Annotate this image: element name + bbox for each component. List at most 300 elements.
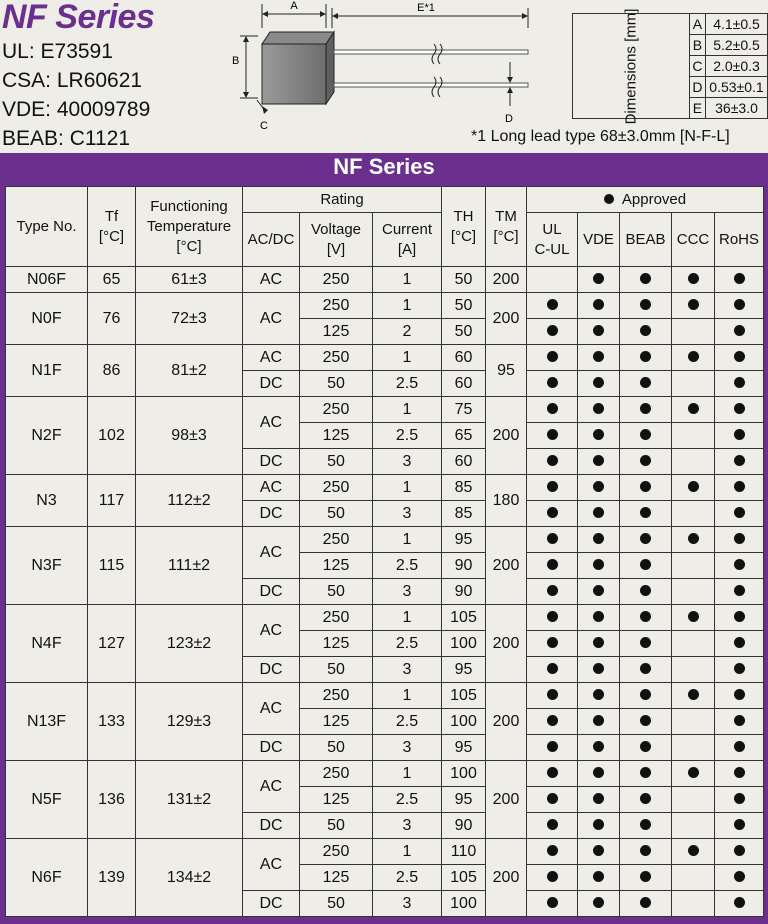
approval-vde-cell [578,657,620,683]
approved-dot-icon [734,481,745,492]
approved-dot-icon [547,377,558,388]
approved-dot-icon [688,273,699,284]
tf-cell: 139 [88,839,136,917]
table-row [6,683,764,709]
header-beab: BEAB [620,213,672,267]
approved-dot-icon [640,455,651,466]
approval-rohs-cell [715,631,764,657]
approval-vde-cell [578,397,620,423]
approval-ccc-cell [672,267,715,293]
approval-ul-cell [527,475,578,501]
approval-rohs-cell [715,423,764,449]
dimension-value: 0.53±0.1 [706,77,768,98]
approval-beab-cell [620,683,672,709]
acdc-cell: AC [243,267,300,293]
approval-vde-cell [578,865,620,891]
approval-rohs-cell [715,449,764,475]
dim-e-label: E*1 [417,2,435,14]
approved-dot-icon [593,611,604,622]
approved-dot-icon [547,559,558,570]
approved-dot-icon [640,741,651,752]
approval-beab-cell [620,371,672,397]
approved-dot-icon [734,507,745,518]
approval-vde-cell [578,787,620,813]
table-row [6,397,764,423]
th-cell: 50 [442,267,486,293]
tf-cell: 136 [88,761,136,839]
approval-beab-cell [620,423,672,449]
approval-ul-cell [527,397,578,423]
approval-ul-cell [527,553,578,579]
approved-dot-icon [593,715,604,726]
arrow-icon [243,36,249,42]
approval-rohs-cell [715,865,764,891]
type-no-cell: N4F [6,605,88,683]
tf-cell: 86 [88,345,136,397]
type-no-cell: N13F [6,683,88,761]
th-cell: 90 [442,579,486,605]
approval-vde-cell [578,683,620,709]
tm-cell: 200 [486,839,527,917]
current-cell: 1 [373,527,442,553]
header-functioning-temp: Functioning Temperature [°C] [136,187,243,267]
current-cell: 3 [373,579,442,605]
approved-dot-icon [547,403,558,414]
current-cell: 2.5 [373,371,442,397]
functioning-temp-cell: 111±2 [136,527,243,605]
functioning-temp-cell: 112±2 [136,475,243,527]
approved-dot-icon [640,637,651,648]
approval-ul-cell [527,501,578,527]
approved-dot-icon [688,299,699,310]
current-cell: 3 [373,735,442,761]
th-cell: 50 [442,319,486,345]
current-cell: 2.5 [373,631,442,657]
voltage-cell: 50 [300,891,373,917]
approval-ul-cell [527,657,578,683]
approval-vde-cell [578,839,620,865]
approval-ul-cell [527,839,578,865]
approved-dot-icon [734,429,745,440]
acdc-cell: AC [243,475,300,501]
approved-dot-icon [734,533,745,544]
approval-ul-cell [527,891,578,917]
approved-dot-icon [593,871,604,882]
table-row [6,605,764,631]
approved-dot-icon [547,455,558,466]
dimension-key: C [689,56,705,77]
approved-dot-icon [593,689,604,700]
voltage-cell: 250 [300,397,373,423]
approval-beab-cell [620,891,672,917]
approved-dot-icon [547,767,558,778]
approval-beab-cell [620,605,672,631]
approved-dot-icon [640,325,651,336]
current-cell: 1 [373,605,442,631]
acdc-cell: DC [243,891,300,917]
approval-rohs-cell [715,371,764,397]
approval-beab-cell [620,475,672,501]
approval-ccc-cell [672,423,715,449]
th-cell: 105 [442,683,486,709]
approved-dot-icon [640,585,651,596]
approval-vde-cell [578,813,620,839]
arrow-icon [262,106,268,114]
approved-dot-icon [734,637,745,648]
approved-dot-icon [593,429,604,440]
functioning-temp-cell: 72±3 [136,293,243,345]
current-cell: 1 [373,475,442,501]
voltage-cell: 250 [300,475,373,501]
approval-ccc-cell [672,839,715,865]
fuse-dimension-diagram [228,0,538,135]
approval-ccc-cell [672,501,715,527]
table-row [6,527,764,553]
approval-vde-cell [578,267,620,293]
approval-ccc-cell [672,345,715,371]
approved-dot-icon [547,611,558,622]
approval-beab-cell [620,293,672,319]
approval-vde-cell [578,631,620,657]
voltage-cell: 250 [300,761,373,787]
type-no-cell: N3F [6,527,88,605]
current-cell: 1 [373,839,442,865]
voltage-cell: 250 [300,293,373,319]
approval-vde-cell [578,423,620,449]
arrow-icon [243,92,249,98]
acdc-cell: DC [243,657,300,683]
th-cell: 90 [442,813,486,839]
approved-dot-icon [593,455,604,466]
approval-ccc-cell [672,761,715,787]
header-type: Type No. [6,187,88,267]
approved-dot-icon [547,351,558,362]
dim-b-label: B [232,55,240,67]
dimension-value: 4.1±0.5 [706,14,768,35]
approval-ul-cell [527,865,578,891]
approval-ul-cell [527,345,578,371]
tf-cell: 102 [88,397,136,475]
approval-ul-cell [527,787,578,813]
approval-ul-cell [527,761,578,787]
table-row [6,839,764,865]
th-cell: 60 [442,345,486,371]
tm-cell: 200 [486,761,527,839]
th-cell: 95 [442,735,486,761]
approved-dot-icon [593,741,604,752]
th-cell: 90 [442,553,486,579]
approved-dot-icon [547,741,558,752]
approval-beab-cell [620,449,672,475]
approved-dot-icon [547,585,558,596]
functioning-temp-cell: 129±3 [136,683,243,761]
approval-ul-cell [527,709,578,735]
approved-dot-icon [593,767,604,778]
acdc-cell: DC [243,501,300,527]
current-cell: 1 [373,397,442,423]
approved-dot-icon [604,194,614,204]
approved-dot-icon [593,663,604,674]
tm-cell: 200 [486,397,527,475]
th-cell: 100 [442,631,486,657]
approval-beab-cell [620,813,672,839]
approval-ccc-cell [672,371,715,397]
long-lead-note: *1 Long lead type 68±3.0mm [N-F-L] [471,128,730,145]
dimensions-table [572,8,768,124]
header-acdc: AC/DC [243,213,300,267]
dimension-key: E [689,98,705,119]
voltage-cell: 250 [300,683,373,709]
approval-ul-cell [527,423,578,449]
approved-dot-icon [640,559,651,570]
approval-ul-cell [527,449,578,475]
current-cell: 1 [373,267,442,293]
approval-rohs-cell [715,397,764,423]
approved-dot-icon [734,585,745,596]
header-ccc: CCC [672,213,715,267]
cert-beab: BEAB: C1121 [2,127,131,150]
header-voltage: Voltage [V] [300,213,373,267]
page-title: NF Series [2,0,155,36]
approval-beab-cell [620,865,672,891]
fuse-body-front [262,44,326,104]
type-no-cell: N0F [6,293,88,345]
acdc-cell: DC [243,371,300,397]
voltage-cell: 50 [300,813,373,839]
approval-rohs-cell [715,579,764,605]
approved-dot-icon [593,299,604,310]
acdc-cell: DC [243,813,300,839]
approved-dot-icon [547,481,558,492]
approved-dot-icon [547,507,558,518]
approval-ul-cell [527,319,578,345]
current-cell: 2.5 [373,709,442,735]
approval-beab-cell [620,553,672,579]
fuse-body-side [326,32,334,104]
th-cell: 100 [442,761,486,787]
type-no-cell: N2F [6,397,88,475]
th-cell: 95 [442,787,486,813]
functioning-temp-cell: 98±3 [136,397,243,475]
approval-ccc-cell [672,579,715,605]
voltage-cell: 125 [300,709,373,735]
approved-dot-icon [734,871,745,882]
voltage-cell: 125 [300,787,373,813]
approval-vde-cell [578,501,620,527]
dimension-value: 5.2±0.5 [706,35,768,56]
approval-ccc-cell [672,397,715,423]
approval-rohs-cell [715,657,764,683]
dimension-value: 2.0±0.3 [706,56,768,77]
approval-ccc-cell [672,683,715,709]
approval-vde-cell [578,761,620,787]
approval-rohs-cell [715,761,764,787]
approval-ccc-cell [672,293,715,319]
cert-csa: CSA: LR60621 [2,69,143,92]
approved-dot-icon [688,403,699,414]
arrow-icon [262,11,268,17]
approved-dot-icon [734,741,745,752]
approval-rohs-cell [715,475,764,501]
tm-cell: 200 [486,293,527,345]
approved-dot-icon [688,481,699,492]
approval-vde-cell [578,319,620,345]
approval-ul-cell [527,527,578,553]
approved-dot-icon [688,611,699,622]
type-no-cell: N5F [6,761,88,839]
th-cell: 85 [442,475,486,501]
voltage-cell: 125 [300,865,373,891]
header-rohs: RoHS [715,213,764,267]
approval-beab-cell [620,397,672,423]
approval-beab-cell [620,761,672,787]
approved-dot-icon [734,455,745,466]
current-cell: 2.5 [373,865,442,891]
acdc-cell: AC [243,527,300,579]
approval-vde-cell [578,293,620,319]
approved-dot-icon [688,689,699,700]
th-cell: 65 [442,423,486,449]
voltage-cell: 250 [300,345,373,371]
approved-dot-icon [593,637,604,648]
approval-beab-cell [620,267,672,293]
tm-cell: 200 [486,683,527,761]
current-cell: 1 [373,683,442,709]
approval-ul-cell [527,267,578,293]
approved-dot-icon [734,611,745,622]
voltage-cell: 250 [300,839,373,865]
approval-beab-cell [620,709,672,735]
approval-rohs-cell [715,813,764,839]
approval-vde-cell [578,527,620,553]
approved-dot-icon [734,767,745,778]
acdc-cell: DC [243,449,300,475]
approved-dot-icon [547,871,558,882]
header-approved: Approved [527,187,764,213]
th-cell: 60 [442,371,486,397]
tf-cell: 127 [88,605,136,683]
approved-dot-icon [593,559,604,570]
approval-rohs-cell [715,267,764,293]
approval-beab-cell [620,319,672,345]
approval-ccc-cell [672,605,715,631]
approved-dot-icon [593,819,604,830]
approved-dot-icon [640,819,651,830]
approved-dot-icon [734,845,745,856]
header-tf: Tf [°C] [88,187,136,267]
approved-dot-icon [593,845,604,856]
approval-beab-cell [620,839,672,865]
header-current: Current [A] [373,213,442,267]
approval-beab-cell [620,501,672,527]
approved-dot-icon [593,507,604,518]
approval-ul-cell [527,631,578,657]
approved-dot-icon [593,533,604,544]
approved-dot-icon [640,767,651,778]
acdc-cell: AC [243,683,300,735]
dimension-row [573,14,768,35]
th-cell: 110 [442,839,486,865]
acdc-cell: AC [243,345,300,371]
approved-dot-icon [593,403,604,414]
approved-dot-icon [593,585,604,596]
functioning-temp-cell: 123±2 [136,605,243,683]
th-cell: 100 [442,709,486,735]
tf-cell: 115 [88,527,136,605]
approval-vde-cell [578,891,620,917]
dimensions-label: Dimensions [mm] [573,14,690,119]
approval-rohs-cell [715,319,764,345]
approved-dot-icon [734,793,745,804]
approval-vde-cell [578,605,620,631]
approved-dot-icon [688,533,699,544]
approved-dot-icon [640,533,651,544]
type-no-cell: N3 [6,475,88,527]
th-cell: 75 [442,397,486,423]
approved-dot-icon [640,429,651,440]
tm-cell: 180 [486,475,527,527]
approval-ccc-cell [672,865,715,891]
approval-rohs-cell [715,735,764,761]
th-cell: 95 [442,657,486,683]
tm-cell: 200 [486,527,527,605]
header-ul: UL C-UL [527,213,578,267]
approval-ul-cell [527,735,578,761]
approved-dot-icon [547,897,558,908]
approval-ul-cell [527,813,578,839]
approved-dot-icon [593,325,604,336]
approved-dot-icon [640,481,651,492]
approval-rohs-cell [715,501,764,527]
functioning-temp-cell: 131±2 [136,761,243,839]
approval-ccc-cell [672,475,715,501]
approved-dot-icon [640,299,651,310]
approval-rohs-cell [715,839,764,865]
approved-dot-icon [640,507,651,518]
current-cell: 2.5 [373,787,442,813]
approval-ccc-cell [672,891,715,917]
approved-dot-icon [734,897,745,908]
approval-beab-cell [620,787,672,813]
current-cell: 1 [373,761,442,787]
certification-list [2,37,150,153]
th-cell: 105 [442,865,486,891]
approved-dot-icon [547,299,558,310]
functioning-temp-cell: 61±3 [136,267,243,293]
approval-beab-cell [620,345,672,371]
approved-dot-icon [640,897,651,908]
approved-dot-icon [640,793,651,804]
table-row [6,293,764,319]
approved-dot-icon [547,637,558,648]
table-row [6,345,764,371]
approval-beab-cell [620,579,672,605]
approval-beab-cell [620,631,672,657]
tf-cell: 76 [88,293,136,345]
acdc-cell: AC [243,605,300,657]
voltage-cell: 50 [300,579,373,605]
approval-vde-cell [578,371,620,397]
approved-dot-icon [593,351,604,362]
approval-ccc-cell [672,631,715,657]
approval-ccc-cell [672,787,715,813]
approved-dot-icon [640,377,651,388]
approval-ul-cell [527,293,578,319]
approved-dot-icon [547,689,558,700]
table-row [6,267,764,293]
functioning-temp-cell: 134±2 [136,839,243,917]
dim-c-label: C [260,120,268,132]
